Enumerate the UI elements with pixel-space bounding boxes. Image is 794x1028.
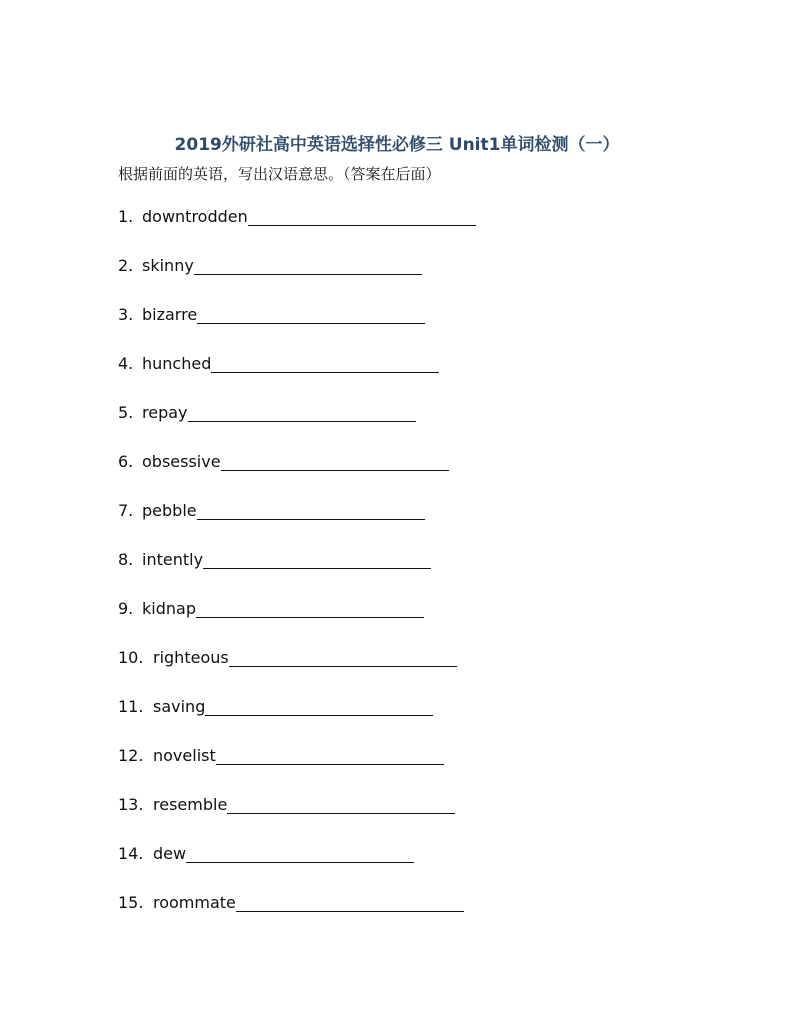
- item-number: 14.: [118, 844, 144, 863]
- item-word: novelist: [153, 746, 216, 765]
- document-title: 2019外研社高中英语选择性必修三 Unit1单词检测（一）: [174, 135, 620, 155]
- answer-blank[interactable]: [186, 842, 414, 863]
- answer-blank[interactable]: [216, 744, 444, 765]
- answer-blank[interactable]: [221, 450, 449, 471]
- vocab-item: [118, 401, 476, 450]
- vocab-item: [118, 205, 476, 254]
- item-word: obsessive: [142, 452, 221, 471]
- item-word: roommate: [153, 893, 236, 912]
- item-word: righteous: [153, 648, 229, 667]
- vocab-item: [118, 842, 476, 891]
- item-number: 5.: [118, 403, 134, 422]
- item-word: saving: [153, 697, 206, 716]
- vocab-item: [118, 695, 476, 744]
- vocab-item: [118, 254, 476, 303]
- item-word: downtrodden: [142, 207, 248, 226]
- item-word: skinny: [142, 256, 194, 275]
- item-number: 4.: [118, 354, 134, 373]
- item-word: resemble: [153, 795, 228, 814]
- vocab-item: [118, 646, 476, 695]
- item-number: 9.: [118, 599, 134, 618]
- answer-blank[interactable]: [227, 793, 455, 814]
- item-number: 8.: [118, 550, 134, 569]
- vocab-item: [118, 793, 476, 842]
- vocab-item: [118, 891, 476, 940]
- item-word: kidnap: [142, 599, 196, 618]
- instruction-text: 根据前面的英语，写出汉语意思。（答案在后面）: [118, 165, 441, 183]
- vocab-item: [118, 352, 476, 401]
- vocab-item: [118, 744, 476, 793]
- item-number: 3.: [118, 305, 134, 324]
- answer-blank[interactable]: [197, 303, 425, 324]
- vocab-item: [118, 548, 476, 597]
- answer-blank[interactable]: [229, 646, 457, 667]
- vocab-item: [118, 450, 476, 499]
- answer-blank[interactable]: [194, 254, 422, 275]
- vocab-item: [118, 303, 476, 352]
- item-word: dew: [153, 844, 187, 863]
- item-word: bizarre: [142, 305, 198, 324]
- item-number: 12.: [118, 746, 144, 765]
- vocab-item: [118, 499, 476, 548]
- item-number: 15.: [118, 893, 144, 912]
- item-number: 2.: [118, 256, 134, 275]
- answer-blank[interactable]: [205, 695, 433, 716]
- answer-blank[interactable]: [196, 597, 424, 618]
- answer-blank[interactable]: [211, 352, 439, 373]
- item-number: 11.: [118, 697, 144, 716]
- item-number: 7.: [118, 501, 134, 520]
- answer-blank[interactable]: [203, 548, 431, 569]
- item-word: pebble: [142, 501, 197, 520]
- vocab-item: [118, 597, 476, 646]
- vocabulary-list: [118, 205, 476, 940]
- item-word: intently: [142, 550, 204, 569]
- answer-blank[interactable]: [188, 401, 416, 422]
- item-word: hunched: [142, 354, 212, 373]
- item-number: 13.: [118, 795, 144, 814]
- item-word: repay: [142, 403, 188, 422]
- item-number: 10.: [118, 648, 144, 667]
- item-number: 1.: [118, 207, 134, 226]
- answer-blank[interactable]: [197, 499, 425, 520]
- item-number: 6.: [118, 452, 134, 471]
- answer-blank[interactable]: [236, 891, 464, 912]
- answer-blank[interactable]: [248, 205, 476, 226]
